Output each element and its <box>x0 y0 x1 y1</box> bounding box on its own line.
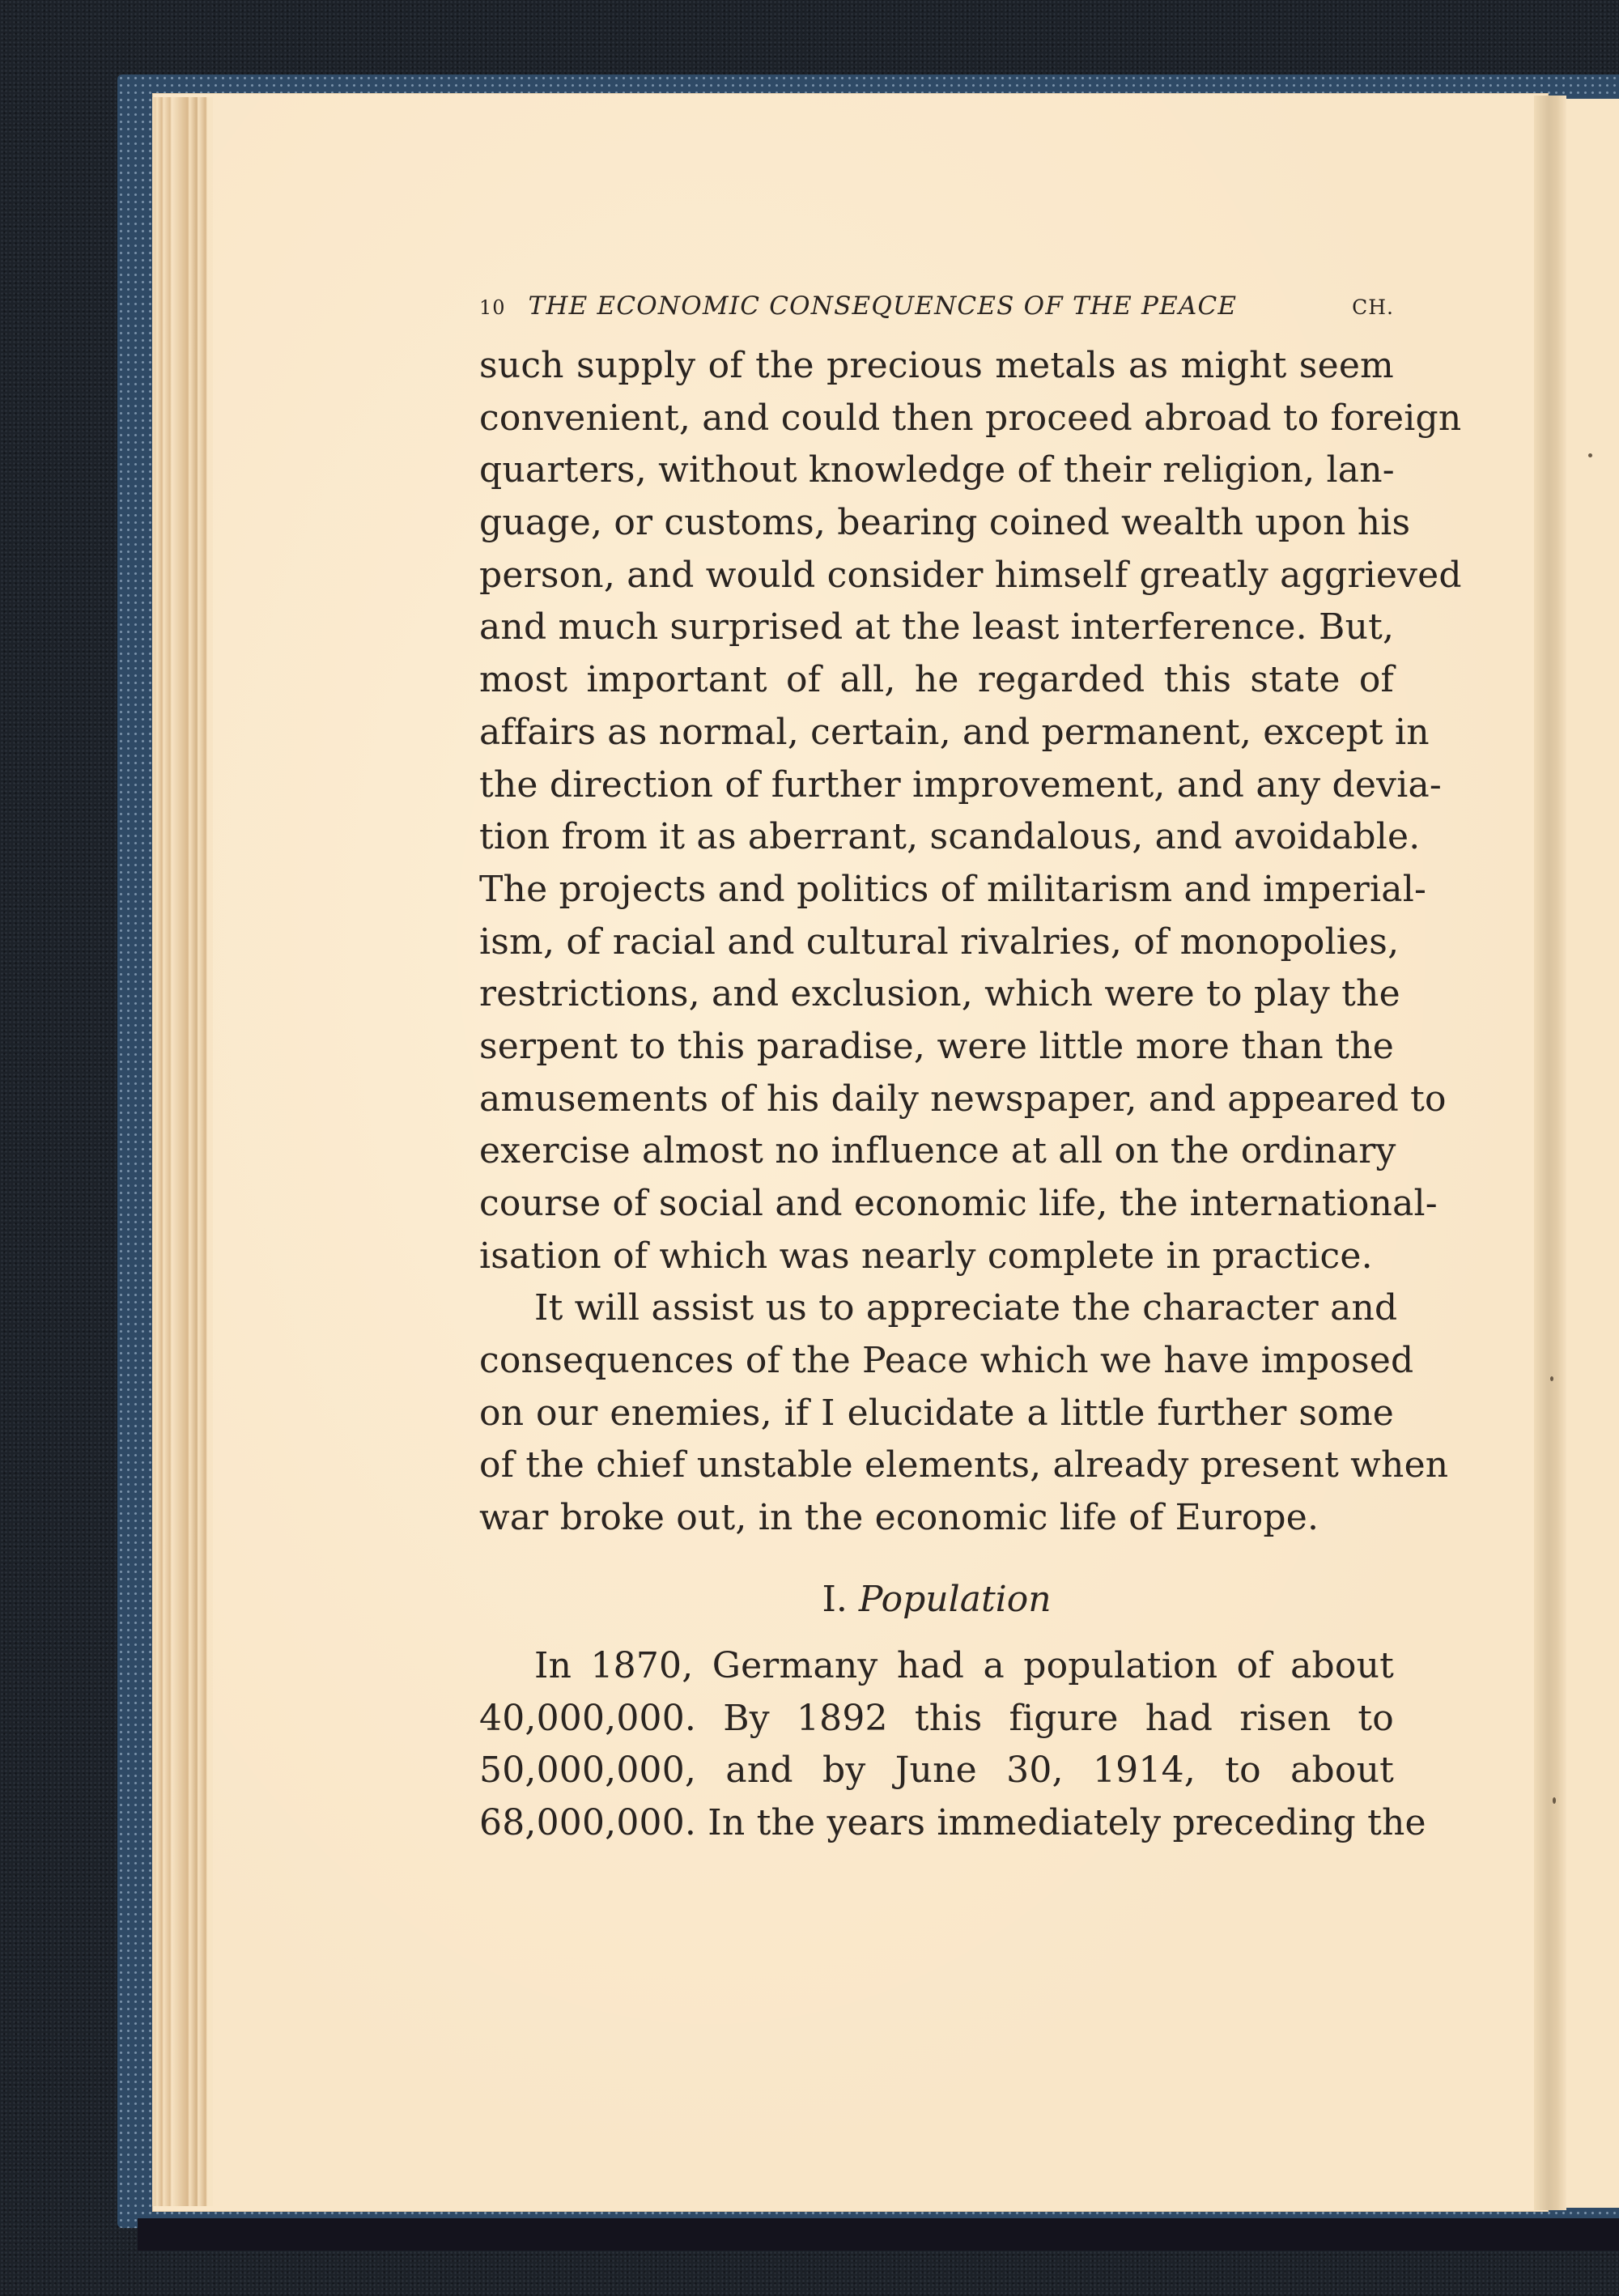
page-number: 10 <box>479 296 506 319</box>
text-line: course of social and economic life, the international- <box>479 1183 1438 1224</box>
cover-edge-shadow <box>138 2218 1619 2251</box>
facing-page-edge <box>1566 99 1619 2208</box>
text-line: such supply of the precious metals as might seem <box>479 345 1394 386</box>
text-line: restrictions, and exclusion, which were to play the <box>479 973 1400 1015</box>
text-line: person, and would consider himself greatly aggrieved <box>479 554 1462 596</box>
section-title: Population <box>858 1578 1052 1620</box>
section-numeral: I. <box>822 1578 848 1620</box>
text-line: convenient, and could then proceed abroad to foreign <box>479 397 1462 439</box>
text-line: exercise almost no influence at all on the ordinary <box>479 1130 1396 1172</box>
book-title: THE ECONOMIC CONSEQUENCES OF THE PEACE <box>528 291 1238 321</box>
text-line: In 1870, Germany had a population of about <box>534 1644 1394 1686</box>
text-line: 68,000,000. In the years immediately preceding the <box>479 1801 1426 1843</box>
text-line: consequences of the Peace which we have imposed <box>479 1340 1414 1382</box>
text-line: tion from it as aberrant, scandalous, and avoidable. <box>479 816 1421 858</box>
text-line: 50,000,000, and by June 30, 1914, to about <box>479 1750 1394 1792</box>
text-line: ism, of racial and cultural rivalries, of monopolies, <box>479 921 1400 963</box>
text-line: The projects and politics of militarism and imperial- <box>479 868 1427 910</box>
text-line: isation of which was nearly complete in practice. <box>479 1235 1373 1277</box>
text-line: and much surprised at the least interference. But, <box>479 606 1395 648</box>
running-head <box>479 291 1394 340</box>
text-line: serpent to this paradise, were little more than the <box>479 1025 1394 1067</box>
text-line: amusements of his daily newspaper, and appeared to <box>479 1078 1447 1120</box>
paper-speck <box>1553 1797 1556 1804</box>
section-body-text <box>479 1640 1426 1850</box>
paper-speck <box>1588 453 1592 457</box>
chapter-abbrev: CH. <box>1352 296 1394 319</box>
page-text-block <box>479 291 1462 1850</box>
page-stack-edges <box>152 97 213 2206</box>
text-line: the direction of further improvement, and any devia- <box>479 763 1442 806</box>
text-line: quarters, without knowledge of their religion, lan- <box>479 449 1395 491</box>
text-line: war broke out, in the economic life of Europe. <box>479 1497 1319 1539</box>
text-line: most important of all, he regarded this state of <box>479 659 1394 701</box>
paragraph <box>479 1640 1426 1850</box>
text-line: It will assist us to appreciate the character and <box>534 1287 1398 1329</box>
text-line: of the chief unstable elements, already present when <box>479 1444 1449 1486</box>
body-text <box>479 340 1462 1545</box>
paper-speck <box>1550 1376 1553 1381</box>
paragraph <box>479 340 1462 1282</box>
text-line: on our enemies, if I elucidate a little further some <box>479 1392 1394 1434</box>
section-heading <box>479 1559 1394 1640</box>
text-line: affairs as normal, certain, and permanent, except in <box>479 711 1430 753</box>
text-line: 40,000,000. By 1892 this figure had risen to <box>479 1697 1394 1739</box>
page-gutter <box>1534 96 1566 2210</box>
text-line: guage, or customs, bearing coined wealth upon his <box>479 502 1411 544</box>
paragraph <box>479 1282 1449 1544</box>
